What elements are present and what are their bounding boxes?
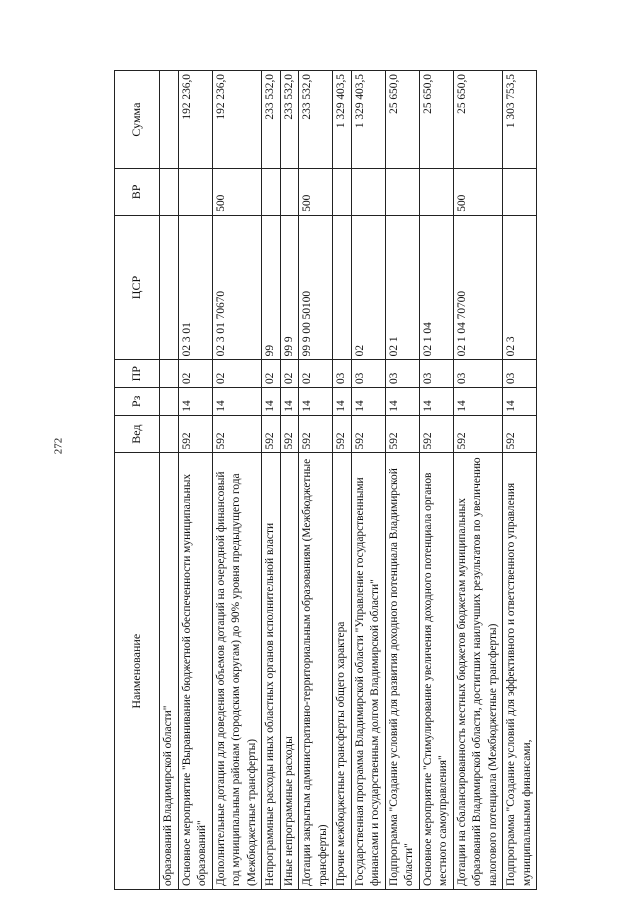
cell-rz: 14	[333, 388, 352, 416]
cell-vr: 500	[212, 169, 262, 216]
cell-name: Иные непрограммные расходы	[280, 453, 299, 890]
cell-name: Подпрограмма "Создание условий для эффективного и ответственного управления муниципальными финансами,	[503, 453, 537, 890]
cell-csr: 99	[262, 215, 281, 360]
table-row	[333, 71, 352, 890]
cell-csr: 02 3 01	[178, 215, 212, 360]
cell-rz: 14	[419, 388, 453, 416]
cell-vr	[333, 169, 352, 216]
cell-sum: 1 329 403,5	[351, 71, 385, 169]
cell-vr	[262, 169, 281, 216]
cell-csr: 02	[351, 215, 385, 360]
header-vr: ВР	[115, 169, 160, 216]
cell-name: Дополнительные дотации для доведения объемов дотаций на очередной финансовый год муниципальным районам (городским округам) до 90% уровня предыдущего года (Межбюджетные трансферты)	[212, 453, 262, 890]
cell-pr	[160, 360, 179, 388]
cell-pr: 02	[299, 360, 333, 388]
cell-name: Основное мероприятие "Стимулирование увеличения доходного потенциала органов местного самоуправления"	[419, 453, 453, 890]
cell-rz: 14	[212, 388, 262, 416]
cell-sum: 192 236,0	[178, 71, 212, 169]
cell-rz: 14	[351, 388, 385, 416]
cell-name: Прочие межбюджетные трансферты общего характера	[333, 453, 352, 890]
page-number: 272	[52, 437, 65, 455]
cell-name: Подпрограмма "Создание условий для развития доходного потенциала Владимирской области"	[385, 453, 419, 890]
cell-ved: 592	[178, 415, 212, 453]
cell-vr	[160, 169, 179, 216]
cell-sum: 233 532,0	[262, 71, 281, 169]
cell-pr: 02	[178, 360, 212, 388]
rotated-table-container	[114, 70, 594, 890]
table-row	[419, 71, 453, 890]
cell-csr: 99 9 00 50100	[299, 215, 333, 360]
cell-name: Государственная программа Владимирской области "Управление государственными финансами и государственным долгом Владимирской области"	[351, 453, 385, 890]
cell-ved	[160, 415, 179, 453]
cell-rz: 14	[280, 388, 299, 416]
cell-pr: 03	[419, 360, 453, 388]
cell-csr	[333, 215, 352, 360]
cell-sum: 233 532,0	[299, 71, 333, 169]
cell-rz: 14	[178, 388, 212, 416]
cell-ved: 592	[503, 415, 537, 453]
table-body	[160, 71, 537, 890]
cell-rz: 14	[262, 388, 281, 416]
cell-sum: 25 650,0	[385, 71, 419, 169]
cell-sum: 192 236,0	[212, 71, 262, 169]
header-ved: Вед	[115, 415, 160, 453]
budget-table	[114, 70, 537, 890]
cell-name: Дотации закрытым административно-территориальным образованиям (Межбюджетные трансферты)	[299, 453, 333, 890]
cell-ved: 592	[262, 415, 281, 453]
cell-rz: 14	[299, 388, 333, 416]
cell-rz: 14	[385, 388, 419, 416]
cell-rz	[160, 388, 179, 416]
table-row	[262, 71, 281, 890]
table-header-row	[115, 71, 160, 890]
cell-pr: 03	[503, 360, 537, 388]
table-row	[280, 71, 299, 890]
cell-csr: 02 1	[385, 215, 419, 360]
cell-csr	[160, 215, 179, 360]
cell-pr: 03	[351, 360, 385, 388]
cell-pr: 03	[333, 360, 352, 388]
table-row	[160, 71, 179, 890]
cell-ved: 592	[385, 415, 419, 453]
cell-ved: 592	[453, 415, 503, 453]
cell-vr	[419, 169, 453, 216]
cell-rz: 14	[453, 388, 503, 416]
cell-sum: 1 329 403,5	[333, 71, 352, 169]
cell-csr: 02 3	[503, 215, 537, 360]
header-name: Наименование	[115, 453, 160, 890]
table-row	[351, 71, 385, 890]
cell-name: образований Владимирской области"	[160, 453, 179, 890]
table-row	[503, 71, 537, 890]
table-row	[178, 71, 212, 890]
cell-ved: 592	[419, 415, 453, 453]
cell-csr: 02 1 04 70700	[453, 215, 503, 360]
table-row	[453, 71, 503, 890]
cell-sum: 25 650,0	[453, 71, 503, 169]
table-row	[299, 71, 333, 890]
cell-rz: 14	[503, 388, 537, 416]
cell-pr: 03	[453, 360, 503, 388]
cell-ved: 592	[280, 415, 299, 453]
table-row	[385, 71, 419, 890]
cell-sum: 25 650,0	[419, 71, 453, 169]
cell-ved: 592	[351, 415, 385, 453]
cell-csr: 99 9	[280, 215, 299, 360]
header-pr: ПР	[115, 360, 160, 388]
cell-vr: 500	[299, 169, 333, 216]
cell-pr: 02	[280, 360, 299, 388]
table-row	[212, 71, 262, 890]
cell-pr: 03	[385, 360, 419, 388]
header-rz: Рз	[115, 388, 160, 416]
header-csr: ЦСР	[115, 215, 160, 360]
header-sum: Сумма	[115, 71, 160, 169]
cell-vr	[385, 169, 419, 216]
cell-sum: 1 303 753,5	[503, 71, 537, 169]
cell-pr: 02	[262, 360, 281, 388]
cell-vr: 500	[453, 169, 503, 216]
cell-name: Основное мероприятие "Выравнивание бюджетной обеспеченности муниципальных образований"	[178, 453, 212, 890]
cell-csr: 02 1 04	[419, 215, 453, 360]
cell-vr	[280, 169, 299, 216]
cell-sum	[160, 71, 179, 169]
cell-pr: 02	[212, 360, 262, 388]
cell-name: Непрограммные расходы иных областных органов исполнительной власти	[262, 453, 281, 890]
cell-sum: 233 532,0	[280, 71, 299, 169]
cell-vr	[351, 169, 385, 216]
cell-csr: 02 3 01 70670	[212, 215, 262, 360]
cell-ved: 592	[299, 415, 333, 453]
cell-name: Дотации на сбалансированность местных бюджетов бюджетам муниципальных образований Владимирской области, достигших наилучших результатов по увеличению налогового потенциала (Межбюджетные трансферты)	[453, 453, 503, 890]
cell-ved: 592	[212, 415, 262, 453]
cell-ved: 592	[333, 415, 352, 453]
cell-vr	[503, 169, 537, 216]
cell-vr	[178, 169, 212, 216]
